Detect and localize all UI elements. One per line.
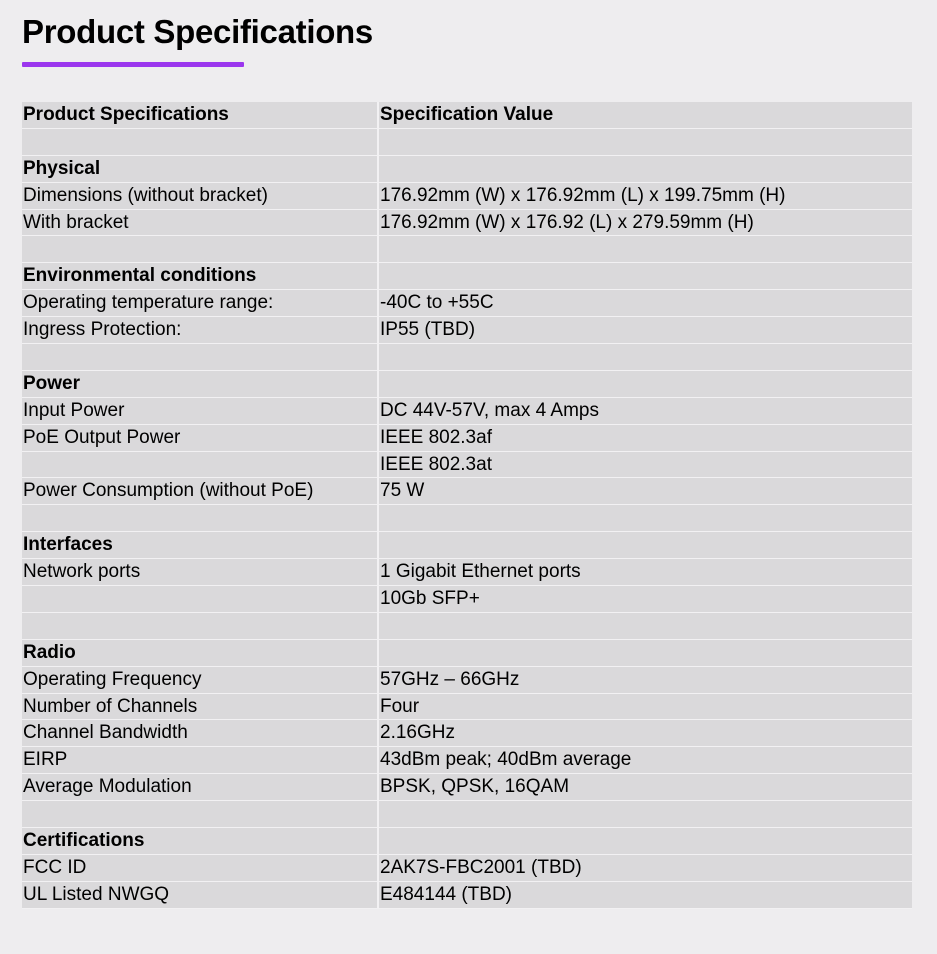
- spacer-row: [22, 801, 912, 828]
- spec-value: 75 W: [379, 478, 912, 505]
- spec-label: [22, 801, 379, 828]
- spec-label: Average Modulation: [22, 774, 379, 801]
- section-heading: Interfaces: [22, 532, 379, 559]
- table-row: [22, 855, 912, 882]
- section-row: [22, 640, 912, 667]
- spec-value: [379, 505, 912, 532]
- spec-value: IEEE 802.3af: [379, 425, 912, 452]
- spec-value: DC 44V-57V, max 4 Amps: [379, 398, 912, 425]
- table-row: [22, 210, 912, 237]
- spec-label: Ingress Protection:: [22, 317, 379, 344]
- table-row: [22, 425, 912, 452]
- section-row: [22, 263, 912, 290]
- spec-value: Four: [379, 694, 912, 721]
- table-row: [22, 559, 912, 586]
- table-row: [22, 774, 912, 801]
- spec-label: EIRP: [22, 747, 379, 774]
- section-row: [22, 828, 912, 855]
- spec-value: [379, 828, 912, 855]
- table-row: [22, 882, 912, 909]
- spec-value: 176.92mm (W) x 176.92 (L) x 279.59mm (H): [379, 210, 912, 237]
- spec-value: 176.92mm (W) x 176.92mm (L) x 199.75mm (H): [379, 183, 912, 210]
- spec-label: [22, 344, 379, 371]
- spec-value: [379, 344, 912, 371]
- section-heading: Physical: [22, 156, 379, 183]
- spec-value: 2AK7S-FBC2001 (TBD): [379, 855, 912, 882]
- spec-value: [379, 263, 912, 290]
- spec-value: E484144 (TBD): [379, 882, 912, 909]
- spec-label: Power Consumption (without PoE): [22, 478, 379, 505]
- table-row: [22, 478, 912, 505]
- section-heading: Certifications: [22, 828, 379, 855]
- spec-value: 2.16GHz: [379, 720, 912, 747]
- spec-label: Dimensions (without bracket): [22, 183, 379, 210]
- spec-label: [22, 452, 379, 479]
- table-row: [22, 747, 912, 774]
- spec-label: Operating temperature range:: [22, 290, 379, 317]
- spec-value: [379, 532, 912, 559]
- spacer-row: [22, 129, 912, 156]
- spec-value: 57GHz – 66GHz: [379, 667, 912, 694]
- spacer-row: [22, 344, 912, 371]
- spec-value: IP55 (TBD): [379, 317, 912, 344]
- section-row: [22, 371, 912, 398]
- spec-value: IEEE 802.3at: [379, 452, 912, 479]
- spec-label: Number of Channels: [22, 694, 379, 721]
- spec-value: [379, 640, 912, 667]
- spec-label: UL Listed NWGQ: [22, 882, 379, 909]
- spec-label: Network ports: [22, 559, 379, 586]
- table-header-row: [22, 102, 912, 129]
- spec-table: [22, 102, 912, 909]
- page-title: Product Specifications: [22, 13, 373, 50]
- spec-label: [22, 586, 379, 613]
- spec-label: [22, 505, 379, 532]
- spacer-row: [22, 505, 912, 532]
- spec-table-body: [22, 129, 912, 909]
- spec-value: [379, 613, 912, 640]
- table-row: [22, 667, 912, 694]
- section-row: [22, 532, 912, 559]
- table-row: [22, 694, 912, 721]
- table-row: [22, 586, 912, 613]
- header-specification-value: Specification Value: [379, 102, 912, 129]
- spec-value: 1 Gigabit Ethernet ports: [379, 559, 912, 586]
- spec-value: [379, 129, 912, 156]
- spec-value: 43dBm peak; 40dBm average: [379, 747, 912, 774]
- spacer-row: [22, 236, 912, 263]
- section-row: [22, 156, 912, 183]
- spec-label: [22, 613, 379, 640]
- table-row: [22, 398, 912, 425]
- spec-value: [379, 371, 912, 398]
- spec-value: [379, 801, 912, 828]
- spec-label: PoE Output Power: [22, 425, 379, 452]
- spec-label: Input Power: [22, 398, 379, 425]
- spacer-row: [22, 613, 912, 640]
- section-heading: Power: [22, 371, 379, 398]
- spec-value: [379, 236, 912, 263]
- spec-label: Channel Bandwidth: [22, 720, 379, 747]
- spec-value: BPSK, QPSK, 16QAM: [379, 774, 912, 801]
- spec-label: FCC ID: [22, 855, 379, 882]
- spec-value: [379, 156, 912, 183]
- section-heading: Environmental conditions: [22, 263, 379, 290]
- spec-label: [22, 236, 379, 263]
- title-underline: [22, 62, 244, 67]
- table-row: [22, 290, 912, 317]
- spec-label: Operating Frequency: [22, 667, 379, 694]
- table-row: [22, 452, 912, 479]
- header-specifications: Product Specifications: [22, 102, 379, 129]
- spec-value: -40C to +55C: [379, 290, 912, 317]
- section-heading: Radio: [22, 640, 379, 667]
- table-row: [22, 317, 912, 344]
- table-row: [22, 183, 912, 210]
- spec-label: [22, 129, 379, 156]
- spec-label: With bracket: [22, 210, 379, 237]
- table-row: [22, 720, 912, 747]
- spec-value: 10Gb SFP+: [379, 586, 912, 613]
